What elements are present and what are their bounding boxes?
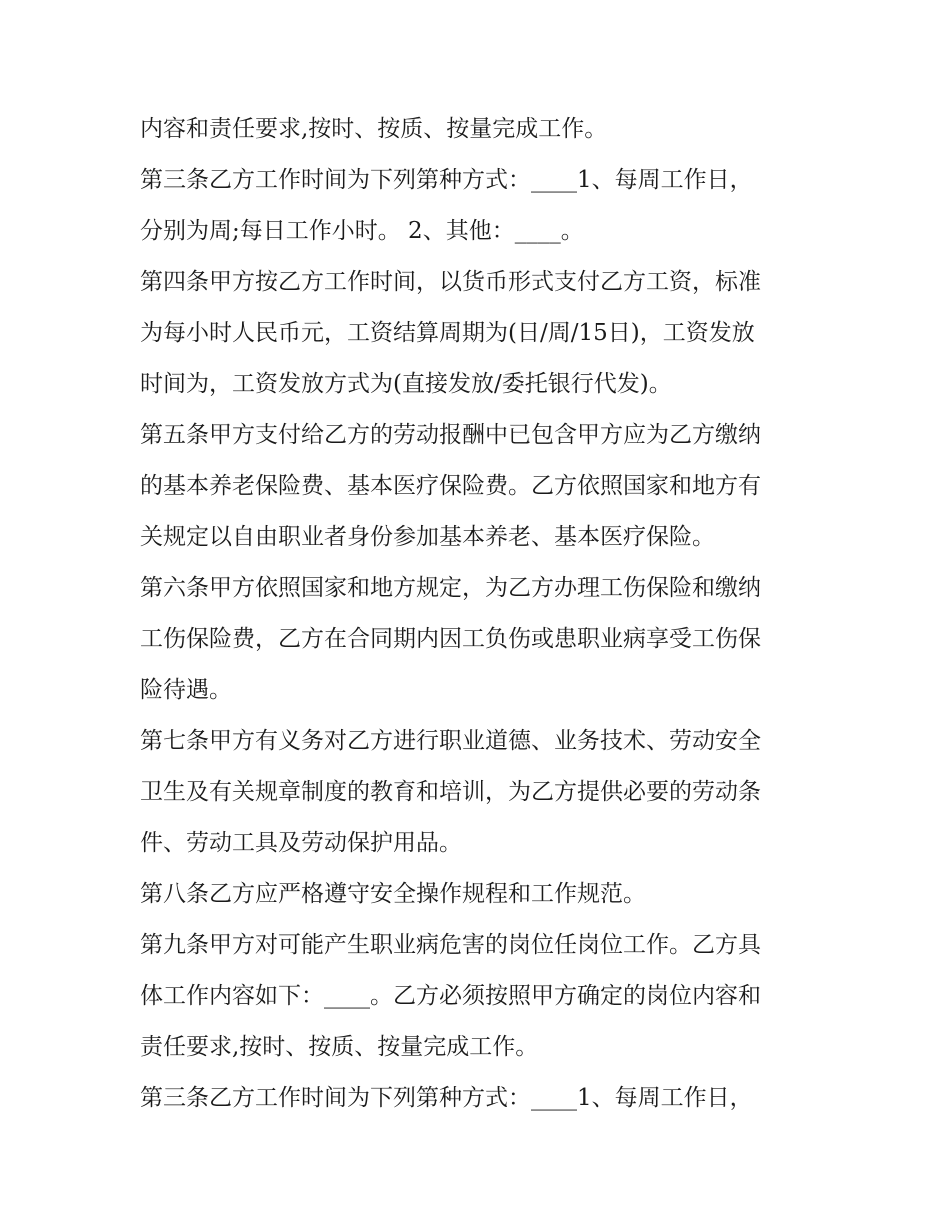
paragraph-article-4 [140,257,820,410]
text-line: 件、劳动工具及劳动保护用品。 [140,830,462,856]
text-line: 内容和责任要求,按时、按质、按量完成工作。 [140,116,608,142]
paragraph-article-9 [140,920,820,1073]
text-line: 关规定以自由职业者身份参加基本养老、基本医疗保险。 [140,524,715,550]
text-line: 第八条乙方应严格遵守安全操作规程和工作规范。 [140,881,646,907]
text-line: 险待遇。 [140,677,232,703]
paragraph-article-3 [140,155,820,257]
text-line: 责任要求,按时、按质、按量完成工作。 [140,1034,539,1060]
text-line: 卫生及有关规章制度的教育和培训，为乙方提供必要的劳动条 [140,779,761,805]
text-line: 第三条乙方工作时间为下列第种方式：____1、每周工作日， [140,1085,753,1111]
text-line: 第六条甲方依照国家和地方规定，为乙方办理工伤保险和缴纳 [140,575,761,601]
document-body [140,104,820,1124]
text-line: 工伤保险费，乙方在合同期内因工负伤或患职业病享受工伤保 [140,626,761,652]
paragraph-1 [140,104,820,155]
text-line: 第五条甲方支付给乙方的劳动报酬中已包含甲方应为乙方缴纳 [140,422,761,448]
text-line: 体工作内容如下：____。乙方必须按照甲方确定的岗位内容和 [140,983,761,1009]
text-line: 的基本养老保险费、基本医疗保险费。乙方依照国家和地方有 [140,473,761,499]
paragraph-article-8 [140,869,820,920]
text-line: 分别为周;每日工作小时。 2、其他：____。 [140,218,584,244]
paragraph-article-7 [140,716,820,869]
text-line: 第九条甲方对可能产生职业病危害的岗位任岗位工作。乙方具 [140,932,761,958]
text-line: 时间为，工资发放方式为(直接发放/委托银行代发)。 [140,371,672,397]
text-line: 第四条甲方按乙方工作时间，以货币形式支付乙方工资，标准 [140,269,761,295]
text-line: 第七条甲方有义务对乙方进行职业道德、业务技术、劳动安全 [140,728,761,754]
text-line: 为每小时人民币元，工资结算周期为(日/周/15日)，工资发放 [140,320,755,346]
paragraph-article-6 [140,563,820,716]
text-line: 第三条乙方工作时间为下列第种方式：____1、每周工作日， [140,167,753,193]
paragraph-article-3-repeat [140,1073,820,1124]
paragraph-article-5 [140,410,820,563]
